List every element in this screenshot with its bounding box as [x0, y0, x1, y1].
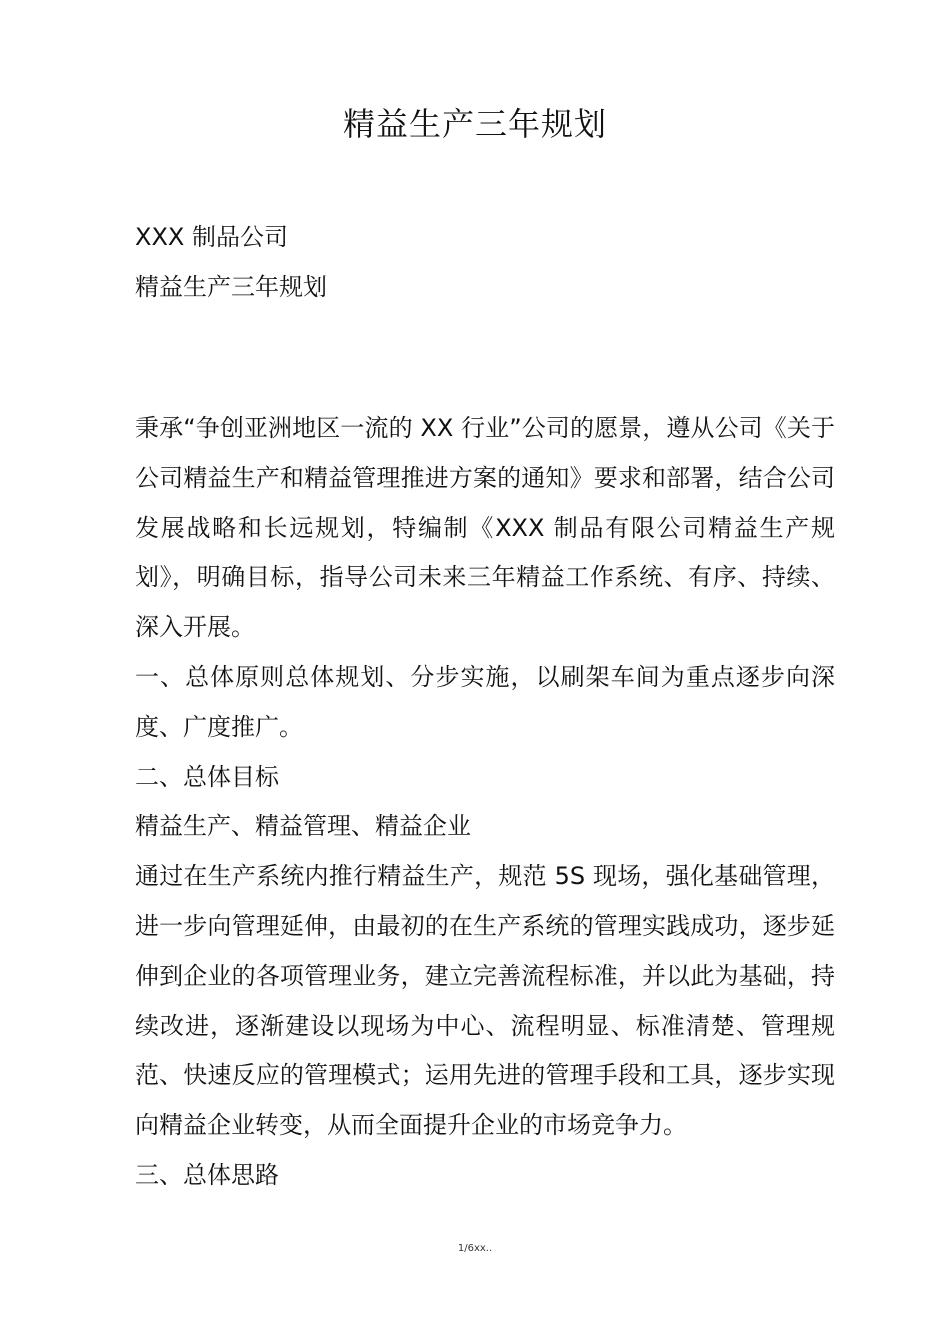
goals-paragraph: 通过在生产系统内推行精益生产，规范 5S 现场，强化基础管理，进一步向管理延伸，由最初的在生产系统的管理实践成功，逐步延伸到企业的各项管理业务，建立完善流程标准，并以此为基础，持续改进，逐渐建设以现场为中心、流程明显、标准清楚、管理规范、快速反应的管理模式；运用先进的管理手段和工具，逐步实现向精益企业转变，从而全面提升企业的市场竞争力。	[135, 862, 835, 1140]
plan-subtitle: 精益生产三年规划	[135, 273, 327, 301]
section-heading-goals: 二、总体目标	[135, 762, 279, 791]
goals-line: 精益生产、精益管理、精益企业	[135, 812, 471, 841]
section-principle: 一、总体原则总体规划、分步实施，以刷架车间为重点逐步向深度、广度推广。	[135, 662, 835, 741]
document-body	[135, 404, 835, 1201]
intro-paragraph: 秉承“争创亚洲地区一流的 XX 行业”公司的愿景，遵从公司《关于公司精益生产和精益管理推进方案的通知》要求和部署，结合公司发展战略和长远规划，特编制《XXX 制品有限公司精益生产规划》，明确目标，指导公司未来三年精益工作系统、有序、持续、深入开展。	[135, 414, 835, 642]
document-header-lines	[135, 212, 835, 312]
document-title: 精益生产三年规划	[342, 105, 607, 143]
page-number: 1/6xx..	[457, 1243, 493, 1254]
section-heading-approach: 三、总体思路	[135, 1160, 279, 1189]
company-name: XXX 制品公司	[135, 223, 288, 251]
